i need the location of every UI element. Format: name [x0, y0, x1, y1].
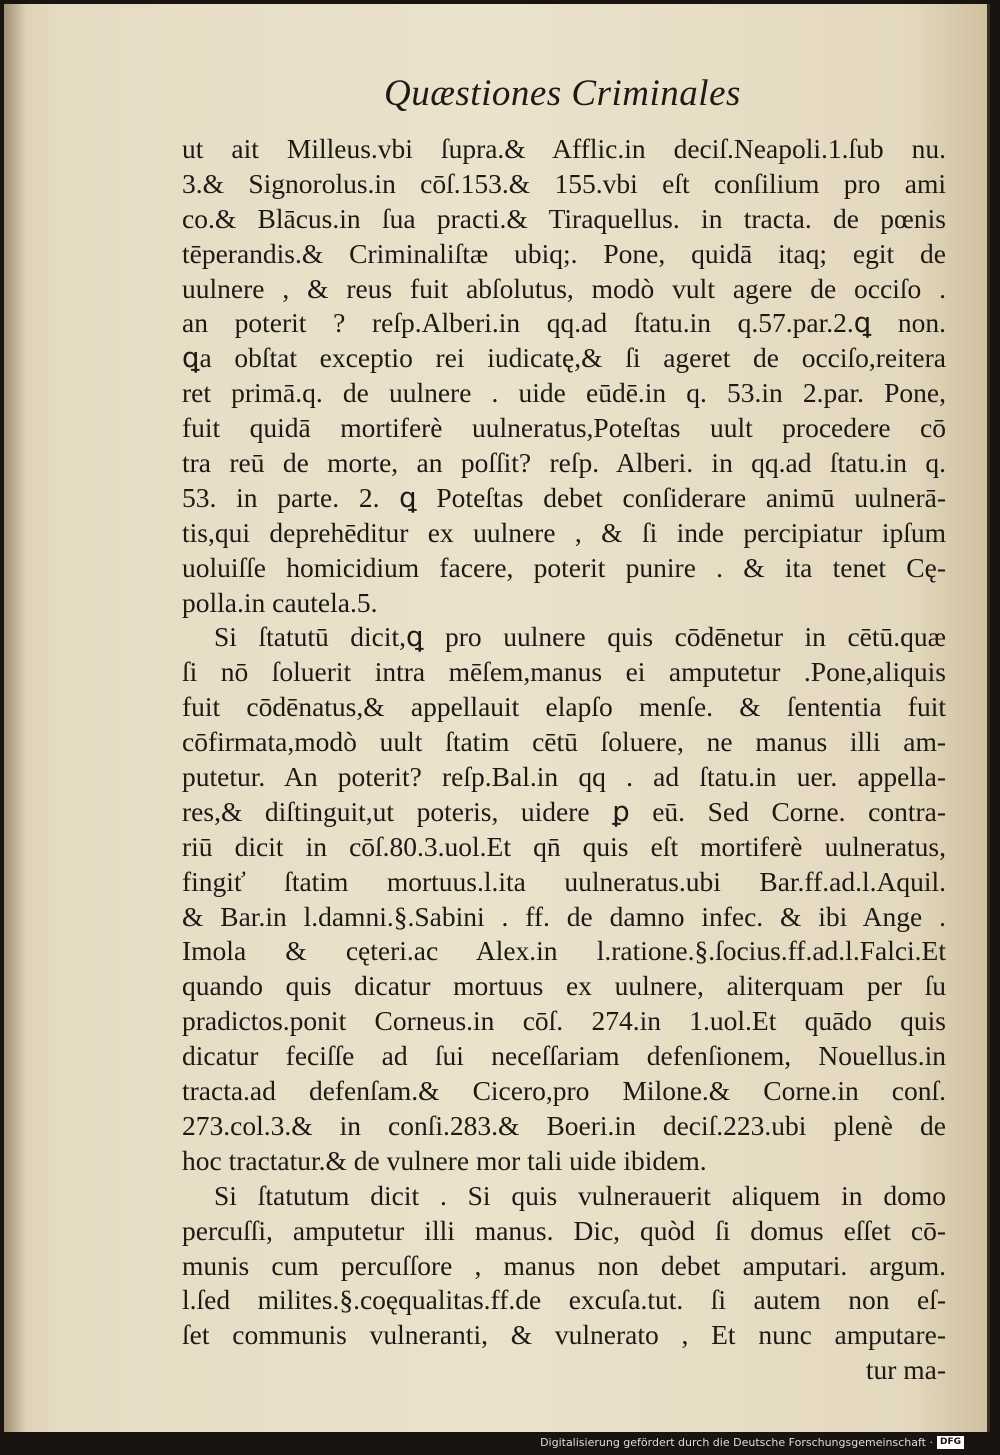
text-line: uoluiſſe homicidium facere, poterit punire . & ita tenet Cę- [182, 551, 946, 583]
binding-gutter-shadow [4, 4, 26, 1432]
paragraph [182, 132, 946, 620]
text-line: ſet communis vulneranti, & vulnerato , Et nunc amputare- [182, 1319, 946, 1351]
text-line: pradictos.ponit Corneus.in cōſ. 274.in 1.uol.Et quādo quis [182, 1005, 946, 1037]
text-line: tis,qui deprehēditur ex uulnere , & ſi inde percipiatur ipſum [182, 516, 946, 548]
paragraph [182, 1179, 946, 1353]
text-line: uulnere , & reus fuit abſolutus, modò vult agere de occiſo . [182, 272, 946, 304]
text-line: ꝗa obſtat exceptio rei iudicatę,& ſi ageret de occiſo,reitera [182, 342, 946, 374]
text-line: tracta.ad defenſam.& Cicero,pro Milone.& Corne.in conſ. [182, 1075, 946, 1107]
text-line: fuit cōdēnatus,& appellauit elapſo menſe. & ſententia fuit [182, 691, 946, 723]
text-line: l.ſed milites.§.coęqualitas.ff.de excuſa.tut. ſi autem non eſ- [182, 1284, 946, 1316]
scanned-page [4, 4, 990, 1432]
footer-credit [540, 1436, 964, 1449]
text-line: putetur. An poterit? reſp.Bal.in qq . ad ſtatu.in uer. appella- [182, 761, 946, 793]
footer-credit-text: Digitalisierung gefördert durch die Deutsche Forschungsgemeinschaft · [540, 1436, 933, 1449]
text-block [182, 132, 946, 1388]
text-line: Si ſtatutum dicit . Si quis vulnerauerit aliquem in domo [214, 1179, 946, 1211]
text-line: Imola & cęteri.ac Alex.in l.ratione.§.ſocius.ff.ad.l.Falci.Et [182, 935, 946, 967]
text-line: munis cum percuſſore , manus non debet amputari. argum. [182, 1249, 946, 1281]
text-line: ret primā.q. de uulnere . uide eūdē.in q. 53.in 2.par. Pone, [182, 377, 946, 409]
text-line: polla.in cautela.5. [182, 586, 378, 618]
text-line: tēperandis.& Criminaliſtæ ubiq;. Pone, quidā itaq; egit de [182, 237, 946, 269]
text-line: Si ſtatutū dicit,ꝗ pro uulnere quis cōdēnetur in cētū.quæ [214, 621, 946, 653]
text-line: riū dicit in cōſ.80.3.uol.Et qn̄ quis eſt mortiferè uulneratus, [182, 830, 946, 862]
text-line: dicatur feciſſe ad ſui neceſſariam defenſionem, Nouellus.in [182, 1040, 946, 1072]
text-line: hoc tractatur.& de vulnere mor tali uide ibidem. [182, 1144, 707, 1176]
text-line: an poterit ? reſp.Alberi.in qq.ad ſtatu.in q.57.par.2.ꝗ non. [182, 307, 946, 339]
text-line: ſi nō ſoluerit intra mēſem,manus ei amputetur .Pone,aliquis [182, 656, 946, 688]
running-header: Quæstiones Criminales [384, 73, 741, 114]
text-line: & Bar.in l.damni.§.Sabini . ff. de damno infec. & ibi Ange . [182, 900, 946, 932]
dfg-logo: DFG [937, 1436, 964, 1449]
text-line: 53. in parte. 2. ꝗ Poteſtas debet conſiderare animū uulnerā- [182, 481, 946, 513]
text-line: percuſſi, amputetur illi manus. Dic, quòd ſi domus eſſet cō- [182, 1214, 946, 1246]
catchword: tur ma- [865, 1354, 946, 1386]
text-line: cōfirmata,modò uult ſtatim cētū ſoluere, ne manus illi am- [182, 726, 946, 758]
paragraph [182, 620, 946, 1178]
text-line: 3.& Signorolus.in cōſ.153.& 155.vbi eſt conſilium pro ami [182, 167, 946, 199]
text-line: co.& Blācus.in ſua practi.& Tiraquellus. in tracta. de pœnis [182, 202, 946, 234]
text-line: ut ait Milleus.vbi ſupra.& Afflic.in deciſ.Neapoli.1.ſub nu. [182, 133, 946, 164]
text-line: tra reū de morte, an poſſit? reſp. Alberi. in qq.ad ſtatu.in q. [182, 447, 946, 479]
text-line: fuit quidā mortiferè uulneratus,Poteſtas uult procedere cō [182, 412, 946, 444]
text-line: res,& diſtinguit,ut poteris, uidere ꝑ eū. Sed Corne. contra- [182, 795, 946, 827]
text-line: fingiť ſtatim mortuus.l.ita uulneratus.ubi Bar.ff.ad.l.Aquil. [182, 865, 946, 897]
text-line: quando quis dicatur mortuus ex uulnere, aliterquam per ſu [182, 970, 946, 1002]
text-line: 273.col.3.& in conſi.283.& Boeri.in deciſ.223.ubi plenè de [182, 1109, 946, 1141]
